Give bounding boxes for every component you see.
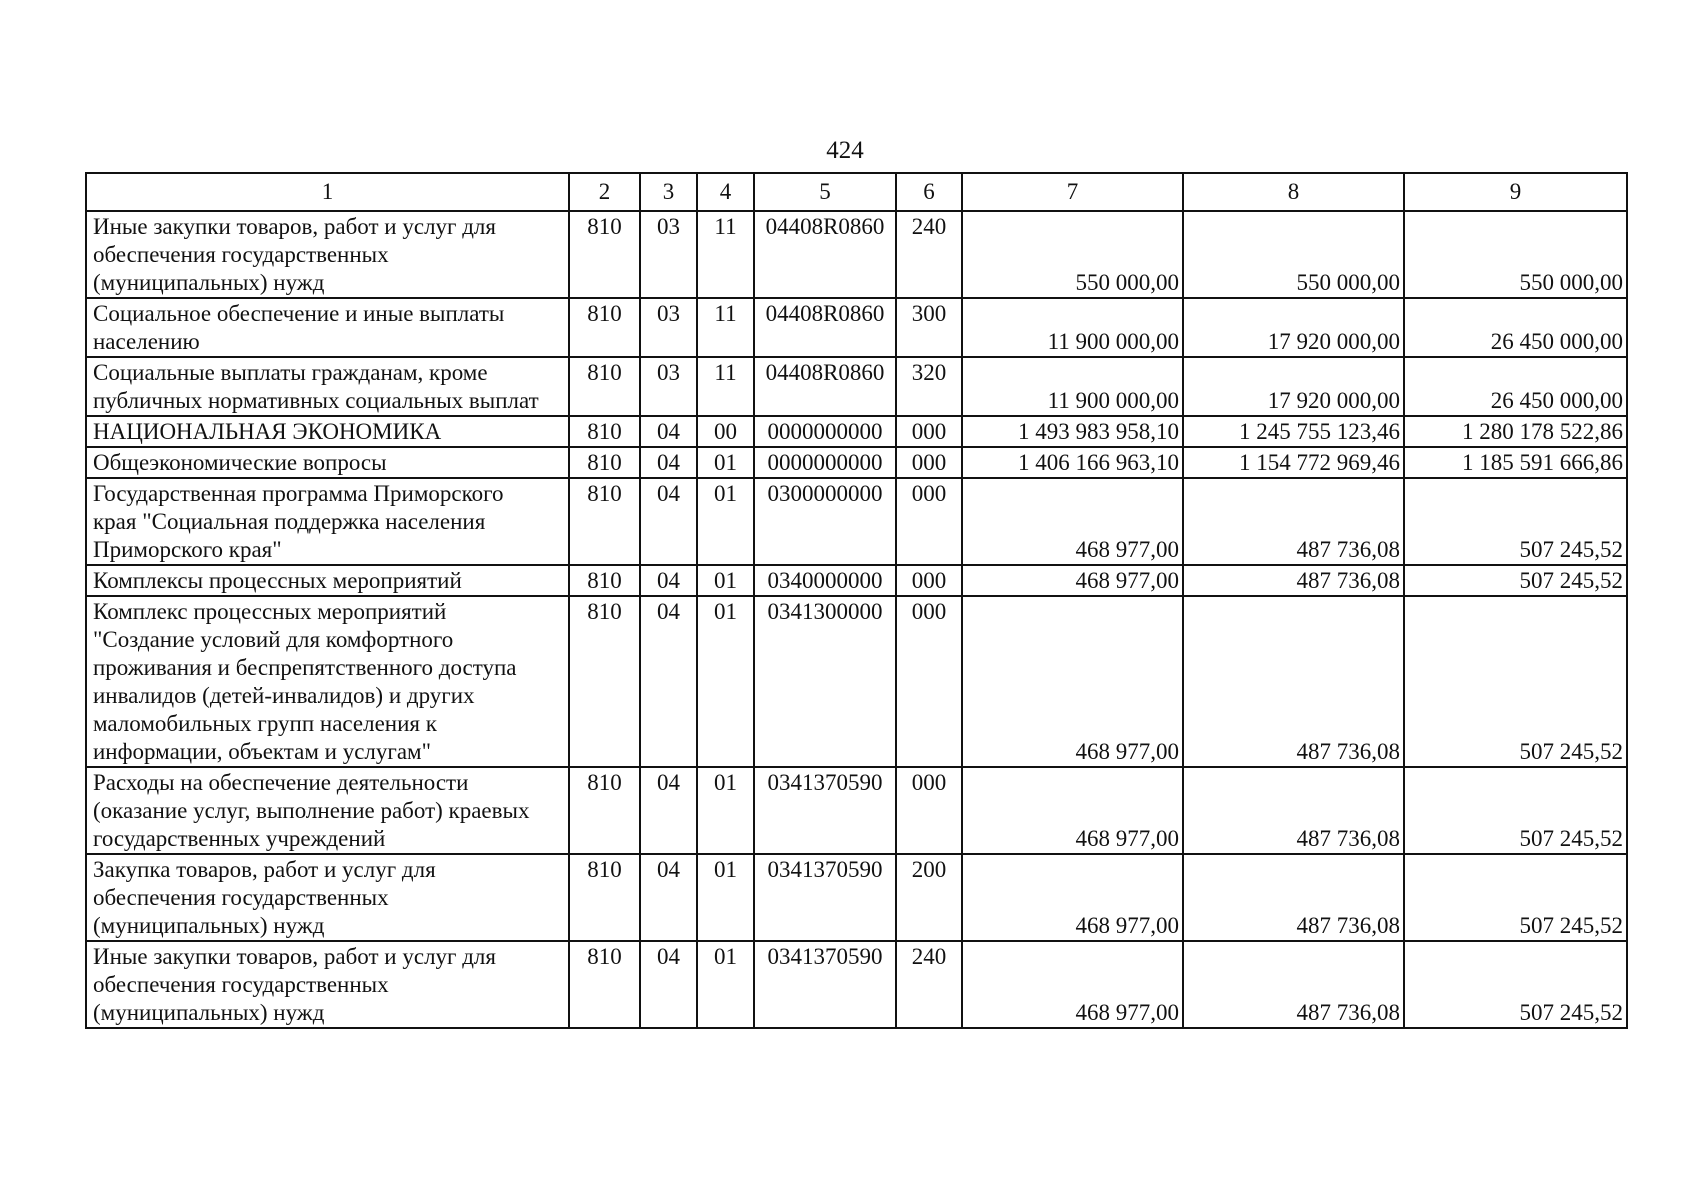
- target-article-cell: 0341370590: [754, 854, 896, 941]
- item-name-line: обеспечения государственных: [93, 242, 389, 267]
- column-header: 4: [697, 173, 754, 211]
- item-name-cell: [86, 298, 569, 357]
- expense-type-cell: 240: [896, 211, 962, 298]
- expense-type-cell: 000: [896, 767, 962, 854]
- item-name-line: Комплекс процессных мероприятий: [93, 599, 447, 624]
- column-header: 3: [640, 173, 697, 211]
- sum-year3-cell: 1 185 591 666,86: [1404, 447, 1627, 478]
- sum-year3-cell: 550 000,00: [1404, 211, 1627, 298]
- section-code-cell: 04: [640, 767, 697, 854]
- item-name-line: государственных учреждений: [93, 826, 386, 851]
- item-name-line: Государственная программа Приморского: [93, 481, 504, 506]
- item-name-line: Социальные выплаты гражданам, кроме: [93, 360, 488, 385]
- expense-type-cell: 000: [896, 447, 962, 478]
- table-row: [86, 854, 1627, 941]
- expense-type-cell: 300: [896, 298, 962, 357]
- item-name-line: маломобильных групп населения к: [93, 711, 437, 736]
- item-name-line: инвалидов (детей-инвалидов) и других: [93, 683, 475, 708]
- admin-code-cell: 810: [569, 416, 640, 447]
- section-code-cell: 03: [640, 211, 697, 298]
- item-name-cell: [86, 211, 569, 298]
- sum-year1-cell: 11 900 000,00: [962, 298, 1183, 357]
- item-name-line: Иные закупки товаров, работ и услуг для: [93, 944, 496, 969]
- admin-code-cell: 810: [569, 596, 640, 767]
- page-number: 424: [826, 137, 864, 164]
- admin-code-cell: 810: [569, 447, 640, 478]
- section-code-cell: 04: [640, 478, 697, 565]
- expense-type-cell: 200: [896, 854, 962, 941]
- table-row: [86, 565, 1627, 596]
- item-name-line: Расходы на обеспечение деятельности: [93, 770, 469, 795]
- admin-code-cell: 810: [569, 941, 640, 1028]
- item-name-cell: [86, 357, 569, 416]
- sum-year1-cell: 11 900 000,00: [962, 357, 1183, 416]
- sum-year2-cell: 487 736,08: [1183, 596, 1404, 767]
- sum-year3-cell: 26 450 000,00: [1404, 298, 1627, 357]
- subsection-code-cell: 01: [697, 941, 754, 1028]
- sum-year2-cell: 17 920 000,00: [1183, 298, 1404, 357]
- table-row: [86, 941, 1627, 1028]
- subsection-code-cell: 01: [697, 478, 754, 565]
- section-code-cell: 04: [640, 941, 697, 1028]
- table-row: [86, 298, 1627, 357]
- item-name-line: НАЦИОНАЛЬНАЯ ЭКОНОМИКА: [93, 419, 442, 444]
- item-name-cell: [86, 941, 569, 1028]
- item-name-line: Иные закупки товаров, работ и услуг для: [93, 214, 496, 239]
- section-code-cell: 03: [640, 298, 697, 357]
- subsection-code-cell: 01: [697, 596, 754, 767]
- table-row: [86, 767, 1627, 854]
- sum-year1-cell: 1 406 166 963,10: [962, 447, 1183, 478]
- item-name-line: (муниципальных) нужд: [93, 913, 325, 938]
- target-article-cell: 04408R0860: [754, 357, 896, 416]
- item-name-line: проживания и беспрепятственного доступа: [93, 655, 517, 680]
- sum-year1-cell: 468 977,00: [962, 478, 1183, 565]
- sum-year3-cell: 507 245,52: [1404, 767, 1627, 854]
- target-article-cell: 0000000000: [754, 416, 896, 447]
- subsection-code-cell: 11: [697, 211, 754, 298]
- sum-year1-cell: 468 977,00: [962, 596, 1183, 767]
- subsection-code-cell: 01: [697, 767, 754, 854]
- table-row: [86, 596, 1627, 767]
- table-header-row: [86, 173, 1627, 211]
- target-article-cell: 04408R0860: [754, 298, 896, 357]
- sum-year2-cell: 1 245 755 123,46: [1183, 416, 1404, 447]
- admin-code-cell: 810: [569, 298, 640, 357]
- item-name-cell: [86, 416, 569, 447]
- item-name-line: публичных нормативных социальных выплат: [93, 388, 539, 413]
- column-header: 6: [896, 173, 962, 211]
- target-article-cell: 0341370590: [754, 941, 896, 1028]
- column-header: 5: [754, 173, 896, 211]
- section-code-cell: 04: [640, 447, 697, 478]
- sum-year1-cell: 550 000,00: [962, 211, 1183, 298]
- target-article-cell: 0341370590: [754, 767, 896, 854]
- table-row: [86, 211, 1627, 298]
- target-article-cell: 0340000000: [754, 565, 896, 596]
- sum-year2-cell: 487 736,08: [1183, 854, 1404, 941]
- column-header: 2: [569, 173, 640, 211]
- table-body: [86, 173, 1627, 1028]
- admin-code-cell: 810: [569, 357, 640, 416]
- expense-type-cell: 000: [896, 478, 962, 565]
- item-name-cell: [86, 596, 569, 767]
- admin-code-cell: 810: [569, 478, 640, 565]
- sum-year2-cell: 1 154 772 969,46: [1183, 447, 1404, 478]
- sum-year2-cell: 487 736,08: [1183, 767, 1404, 854]
- item-name-cell: [86, 478, 569, 565]
- item-name-line: "Создание условий для комфортного: [93, 627, 454, 652]
- admin-code-cell: 810: [569, 767, 640, 854]
- sum-year3-cell: 507 245,52: [1404, 941, 1627, 1028]
- subsection-code-cell: 01: [697, 854, 754, 941]
- section-code-cell: 03: [640, 357, 697, 416]
- item-name-line: (муниципальных) нужд: [93, 1000, 325, 1025]
- item-name-line: Общеэкономические вопросы: [93, 450, 387, 475]
- sum-year2-cell: 17 920 000,00: [1183, 357, 1404, 416]
- sum-year3-cell: 1 280 178 522,86: [1404, 416, 1627, 447]
- budget-table: [85, 172, 1628, 1029]
- sum-year3-cell: 507 245,52: [1404, 854, 1627, 941]
- target-article-cell: 04408R0860: [754, 211, 896, 298]
- column-header: 9: [1404, 173, 1627, 211]
- expense-type-cell: 320: [896, 357, 962, 416]
- item-name-line: Закупка товаров, работ и услуг для: [93, 857, 436, 882]
- item-name-line: (муниципальных) нужд: [93, 270, 325, 295]
- item-name-cell: [86, 854, 569, 941]
- sum-year3-cell: 507 245,52: [1404, 565, 1627, 596]
- expense-type-cell: 000: [896, 565, 962, 596]
- target-article-cell: 0341300000: [754, 596, 896, 767]
- sum-year3-cell: 507 245,52: [1404, 478, 1627, 565]
- sum-year1-cell: 1 493 983 958,10: [962, 416, 1183, 447]
- expense-type-cell: 000: [896, 596, 962, 767]
- expense-type-cell: 000: [896, 416, 962, 447]
- sum-year1-cell: 468 977,00: [962, 854, 1183, 941]
- item-name-line: населению: [93, 329, 200, 354]
- admin-code-cell: 810: [569, 854, 640, 941]
- admin-code-cell: 810: [569, 211, 640, 298]
- column-header: 1: [86, 173, 569, 211]
- target-article-cell: 0000000000: [754, 447, 896, 478]
- column-header: 8: [1183, 173, 1404, 211]
- section-code-cell: 04: [640, 854, 697, 941]
- sum-year2-cell: 487 736,08: [1183, 941, 1404, 1028]
- column-header: 7: [962, 173, 1183, 211]
- item-name-cell: [86, 767, 569, 854]
- sum-year3-cell: 507 245,52: [1404, 596, 1627, 767]
- item-name-line: края "Социальная поддержка населения: [93, 509, 486, 534]
- item-name-cell: [86, 447, 569, 478]
- item-name-line: обеспечения государственных: [93, 885, 389, 910]
- sum-year3-cell: 26 450 000,00: [1404, 357, 1627, 416]
- table-row: [86, 478, 1627, 565]
- section-code-cell: 04: [640, 565, 697, 596]
- item-name-line: обеспечения государственных: [93, 972, 389, 997]
- subsection-code-cell: 01: [697, 447, 754, 478]
- item-name-line: Комплексы процессных мероприятий: [93, 568, 462, 593]
- section-code-cell: 04: [640, 416, 697, 447]
- table-row: [86, 447, 1627, 478]
- sum-year2-cell: 550 000,00: [1183, 211, 1404, 298]
- table-row: [86, 357, 1627, 416]
- sum-year2-cell: 487 736,08: [1183, 565, 1404, 596]
- item-name-line: Приморского края": [93, 537, 282, 562]
- subsection-code-cell: 00: [697, 416, 754, 447]
- sum-year1-cell: 468 977,00: [962, 941, 1183, 1028]
- subsection-code-cell: 01: [697, 565, 754, 596]
- subsection-code-cell: 11: [697, 298, 754, 357]
- expense-type-cell: 240: [896, 941, 962, 1028]
- item-name-line: (оказание услуг, выполнение работ) краевых: [93, 798, 530, 823]
- target-article-cell: 0300000000: [754, 478, 896, 565]
- sum-year1-cell: 468 977,00: [962, 565, 1183, 596]
- sum-year2-cell: 487 736,08: [1183, 478, 1404, 565]
- item-name-line: информации, объектам и услугам": [93, 739, 431, 764]
- section-code-cell: 04: [640, 596, 697, 767]
- sum-year1-cell: 468 977,00: [962, 767, 1183, 854]
- item-name-line: Социальное обеспечение и иные выплаты: [93, 301, 505, 326]
- item-name-cell: [86, 565, 569, 596]
- table-row: [86, 416, 1627, 447]
- admin-code-cell: 810: [569, 565, 640, 596]
- subsection-code-cell: 11: [697, 357, 754, 416]
